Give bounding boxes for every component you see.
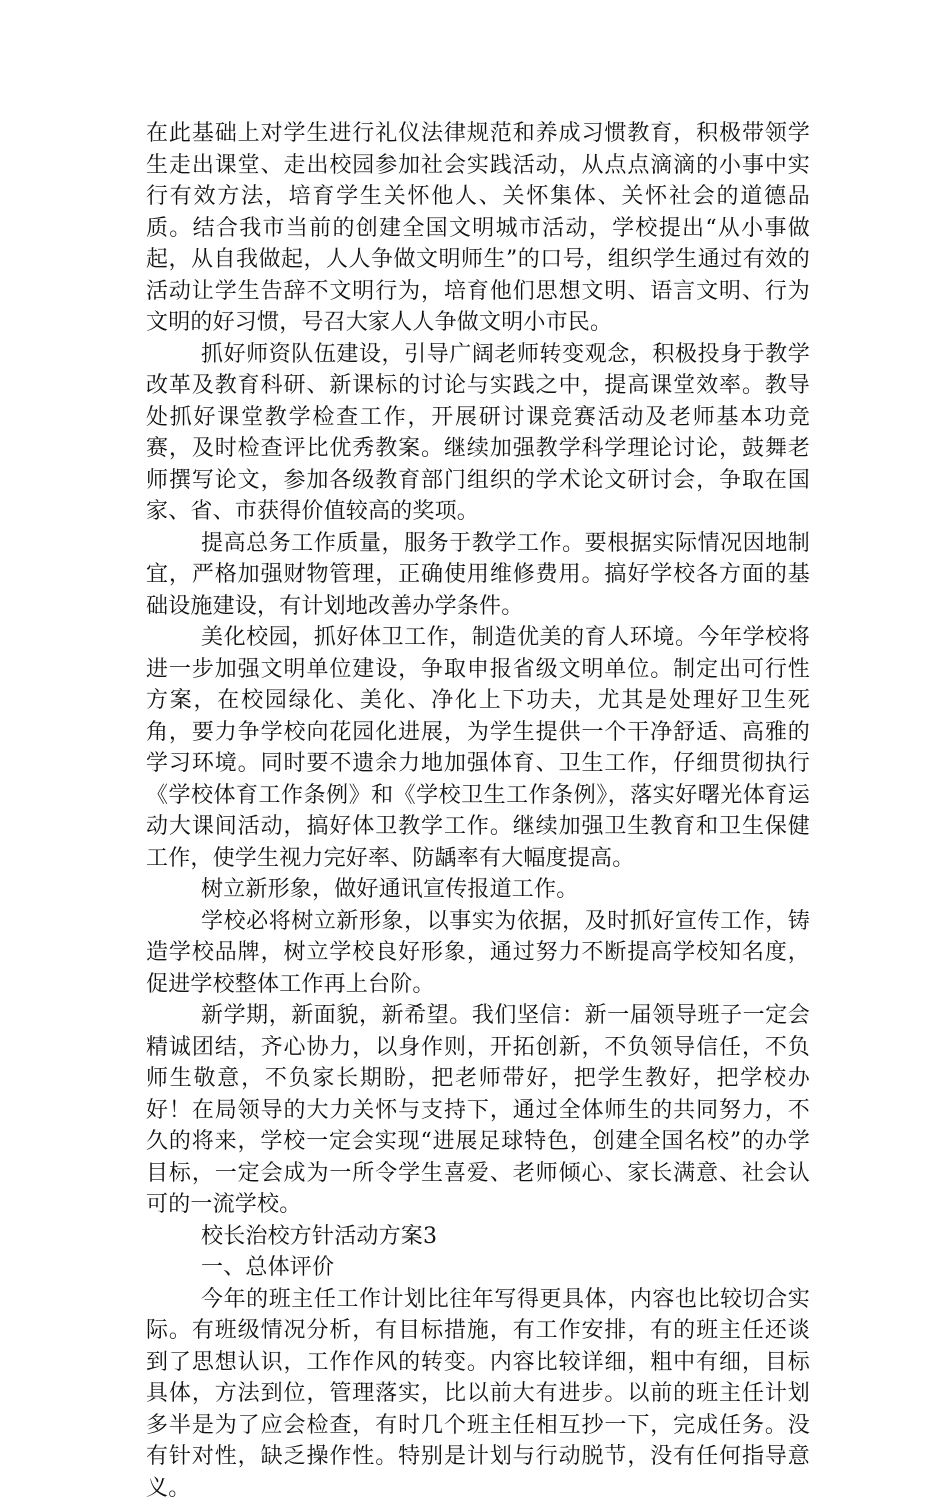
paragraph-teacher-team: 抓好师资队伍建设，引导广阔老师转变观念，积极投身于教学改革及教育科研、新课标的讨论与实践之中，提高课堂效率。教导处抓好课堂教学检查工作，开展研讨课竞赛活动及老师基本功竞赛，及时检查评比优秀教案。继续加强教学科学理论讨论，鼓舞老师撰写论文，参加各级教育部门组织的学术论文研讨会，争取在国家、省、市获得价值较高的奖项。 [146,339,810,528]
subsection-title: 一、总体评价 [146,1252,810,1284]
paragraph-publicity: 学校必将树立新形象，以事实为依据，及时抓好宣传工作，铸造学校品牌，树立学校良好形象，通过努力不断提高学校知名度，促进学校整体工作再上台阶。 [146,906,810,1001]
paragraph-new-image-heading: 树立新形象，做好通讯宣传报道工作。 [146,874,810,906]
paragraph-overall-evaluation: 今年的班主任工作计划比往年写得更具体，内容也比较切合实际。有班级情况分析，有目标措施，有工作安排，有的班主任还谈到了思想认识，工作作风的转变。内容比较详细，粗中有细，目标具体，方法到位，管理落实，比以前大有进步。以前的班主任计划多半是为了应会检查，有时几个班主任相互抄一下，完成任务。没有针对性，缺乏操作性。特别是计划与行动脱节，没有任何指导意义。 [146,1284,810,1504]
paragraph-new-semester: 新学期，新面貌，新希望。我们坚信：新一届领导班子一定会精诚团结，齐心协力，以身作则，开拓创新，不负领导信任，不负师生敬意，不负家长期盼，把老师带好，把学生教好，把学校办好！在局领导的大力关怀与支持下，通过全体师生的共同努力，不久的将来，学校一定会实现“进展足球特色，创建全国名校”的办学目标，一定会成为一所令学生喜爱、老师倾心、家长满意、社会认可的一流学校。 [146,1000,810,1221]
paragraph-moral-education: 在此基础上对学生进行礼仪法律规范和养成习惯教育，积极带领学生走出课堂、走出校园参加社会实践活动，从点点滴滴的小事中实行有效方法，培育学生关怀他人、关怀集体、关怀社会的道德品质。结合我市当前的创建全国文明城市活动，学校提出“从小事做起，从自我做起，人人争做文明师生”的口号，组织学生通过有效的活动让学生告辞不文明行为，培育他们思想文明、语言文明、行为文明的好习惯，号召大家人人争做文明小市民。 [146,118,810,339]
paragraph-general-affairs: 提高总务工作质量，服务于教学工作。要根据实际情况因地制宜，严格加强财物管理，正确使用维修费用。搞好学校各方面的基础设施建设，有计划地改善办学条件。 [146,528,810,623]
paragraph-campus-beautification: 美化校园，抓好体卫工作，制造优美的育人环境。今年学校将进一步加强文明单位建设，争取申报省级文明单位。制定出可行性方案，在校园绿化、美化、净化上下功夫，尤其是处理好卫生死角，要力争学校向花园化进展，为学生提供一个干净舒适、高雅的学习环境。同时要不遗余力地加强体育、卫生工作，仔细贯彻执行《学校体育工作条例》和《学校卫生工作条例》，落实好曙光体育运动大课间活动，搞好体卫教学工作。继续加强卫生教育和卫生保健工作，使学生视力完好率、防龋率有大幅度提高。 [146,622,810,874]
document-body [146,118,810,1504]
section-title: 校长治校方针活动方案3 [146,1221,810,1253]
